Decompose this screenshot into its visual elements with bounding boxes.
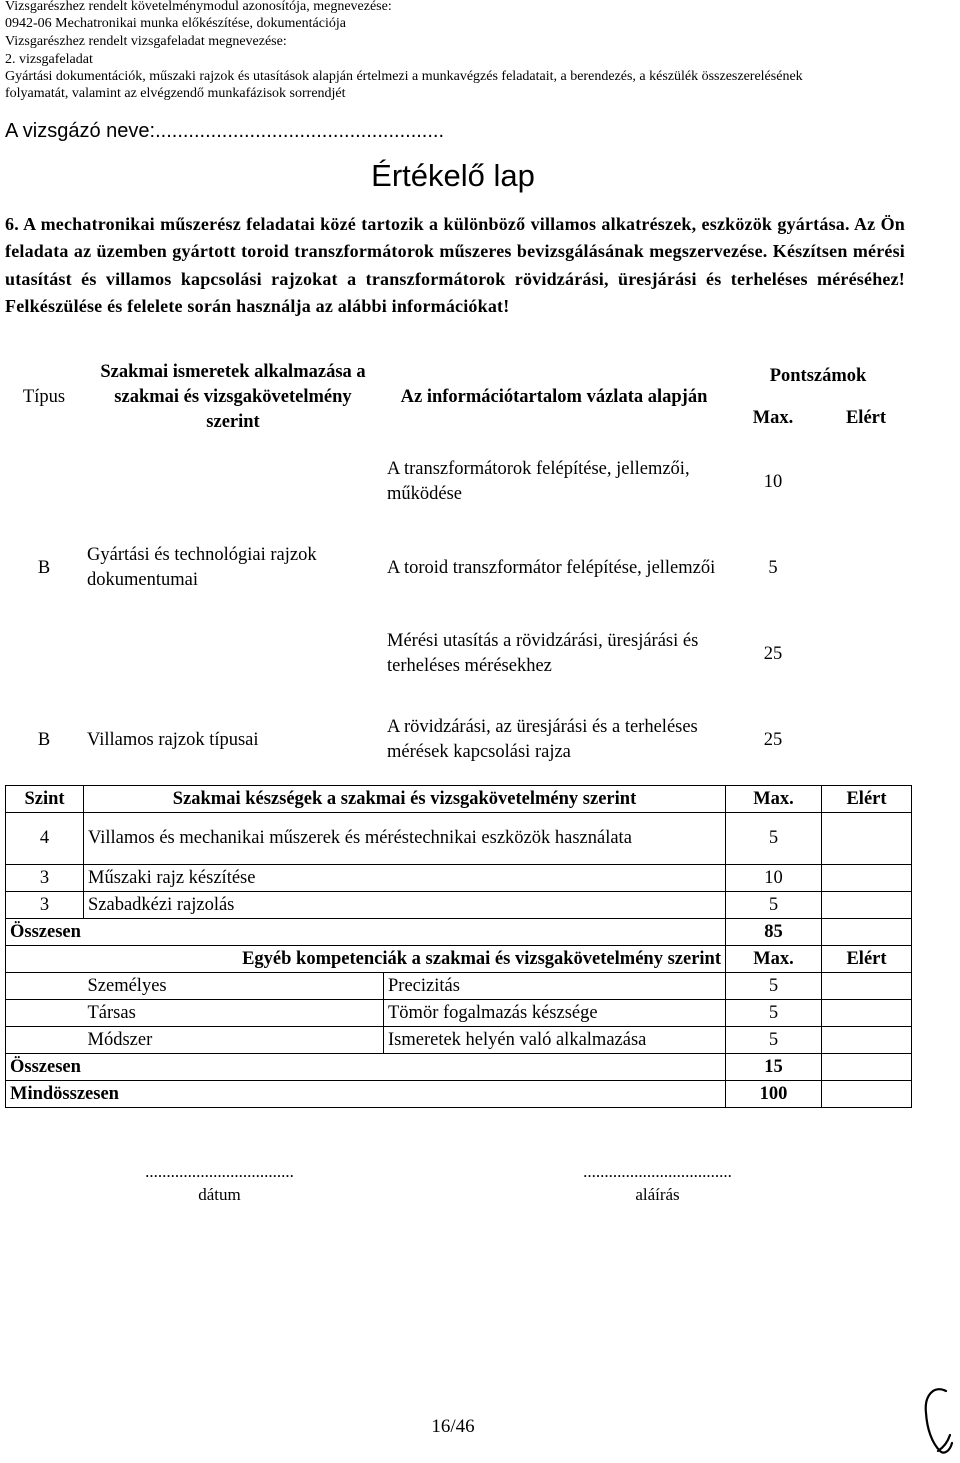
group-type: B (37, 729, 51, 750)
max-points: 5 (726, 813, 822, 865)
grand-total-label: Mindösszesen (6, 1081, 726, 1108)
header-task-description: Gyártási dokumentációk, műszaki rajzok és utasítások alapján értelmezi a munkavégzés feladatait, a berendezés, a készülék összeszerelésének (5, 69, 803, 84)
header-skills: Szakmai készségek a szakmai és vizsgakövetelmény szerint (84, 786, 726, 813)
skill-name: Műszaki rajz készítése (84, 865, 726, 892)
outline-item: Mérési utasítás a rövidzárási, üresjárási és terheléses mérésekhez (387, 631, 699, 676)
competence-name: Tömör fogalmazás készsége (384, 1000, 726, 1027)
competence-name: Precizitás (384, 973, 726, 1000)
competence-category: Társas (84, 1000, 384, 1027)
achieved-points (822, 1081, 912, 1108)
group-knowledge: Villamos rajzok típusai (87, 729, 259, 750)
signature-dots: ................................... (583, 1162, 732, 1181)
knowledge-table (5, 356, 911, 783)
examinee-name-field: A vizsgázó neve:.................................................... (5, 120, 445, 142)
grand-total-value: 100 (726, 1081, 822, 1108)
header-level: Szint (6, 786, 84, 813)
achieved-points (821, 439, 911, 525)
header-max: Max. (726, 946, 822, 973)
header-achieved: Elért (822, 786, 912, 813)
signature-label: aláírás (635, 1185, 680, 1204)
task-description: 6. A mechatronikai műszerész feladatai közé tartozik a különböző villamos alkatrészek, eszközök gyártása. Az Ön feladata az üzemben gyártott toroid transzformátorok műszeres bevizsgálásának megszervezése. Készítsen mérési utasítást és villamos kapcsolási rajzokat a transzformátorok rövidzárási, üresjárási és terheléses méréséhez! Felkészülése és felelete során használja az alábbi információkat! (5, 214, 905, 316)
header-module-id: 0942-06 Mechatronikai munka előkészítése, dokumentációja (5, 16, 346, 31)
header-max: Max. (752, 407, 794, 428)
skill-level: 3 (6, 865, 84, 892)
max-points: 5 (726, 892, 822, 919)
achieved-points (821, 525, 911, 611)
page-title: Értékelő lap (371, 158, 535, 193)
achieved-points (822, 919, 912, 946)
outline-item: A rövidzárási, az üresjárási és a terheléses mérések kapcsolási rajza (387, 717, 698, 762)
max-points: 10 (763, 471, 783, 492)
header-type: Típus (22, 387, 66, 407)
competence-subtotal-value: 15 (726, 1054, 822, 1081)
header-achieved: Elért (845, 407, 887, 428)
max-points: 25 (763, 729, 783, 750)
achieved-points (822, 1027, 912, 1054)
group-knowledge: Gyártási és technológiai rajzok dokumentumai (87, 545, 317, 590)
achieved-points (822, 813, 912, 865)
achieved-points (822, 1054, 912, 1081)
achieved-points (822, 865, 912, 892)
skills-table (5, 785, 912, 1108)
competence-category: Módszer (84, 1027, 384, 1054)
page-number: 16/46 (431, 1416, 475, 1437)
header-competences: Egyéb kompetenciák a szakmai és vizsgakövetelmény szerint (6, 946, 726, 973)
max-points: 10 (726, 865, 822, 892)
handwritten-initials (918, 1385, 956, 1457)
skills-subtotal-label: Összesen (6, 919, 726, 946)
competence-category: Személyes (84, 973, 384, 1000)
header-max: Max. (726, 786, 822, 813)
date-dots: ................................... (145, 1162, 294, 1181)
group-type: B (37, 557, 51, 578)
outline-item: A toroid transzformátor felépítése, jellemzői (387, 557, 716, 578)
header-module-label: Vizsgarészhez rendelt követelménymodul azonosítója, megnevezése: (5, 0, 392, 14)
max-points: 5 (726, 1027, 822, 1054)
competence-subtotal-label: Összesen (6, 1054, 726, 1081)
achieved-points (822, 973, 912, 1000)
skill-level: 4 (6, 813, 84, 865)
date-label: dátum (198, 1185, 241, 1204)
achieved-points (821, 697, 911, 783)
header-task-label: Vizsgarészhez rendelt vizsgafeladat megnevezése: (5, 34, 287, 49)
skill-name: Villamos és mechanikai műszerek és méréstechnikai eszközök használata (84, 813, 726, 865)
max-points: 25 (763, 643, 783, 664)
skill-level: 3 (6, 892, 84, 919)
header-points: Pontszámok (769, 366, 867, 386)
achieved-points (821, 611, 911, 697)
max-points: 5 (726, 1000, 822, 1027)
date-field (87, 1162, 352, 1205)
competence-name: Ismeretek helyén való alkalmazása (384, 1027, 726, 1054)
max-points: 5 (768, 557, 778, 578)
header-achieved: Elért (822, 946, 912, 973)
header-task-description-cont: folyamatát, valamint az elvégzendő munkafázisok sorrendjét (5, 86, 346, 101)
header-knowledge: Szakmai ismeretek alkalmazása a szakmai és vizsgakövetelmény szerint (100, 362, 366, 432)
achieved-points (822, 892, 912, 919)
empty-cell (6, 1027, 84, 1054)
skills-subtotal-value: 85 (726, 919, 822, 946)
header-outline: Az információtartalom vázlata alapján (400, 387, 708, 407)
signature-field (525, 1162, 790, 1205)
empty-cell (6, 973, 84, 1000)
max-points: 5 (726, 973, 822, 1000)
outline-item: A transzformátorok felépítése, jellemzői, működése (387, 459, 690, 504)
header-task-number: 2. vizsgafeladat (5, 52, 93, 67)
empty-cell (6, 1000, 84, 1027)
achieved-points (822, 1000, 912, 1027)
skill-name: Szabadkézi rajzolás (84, 892, 726, 919)
